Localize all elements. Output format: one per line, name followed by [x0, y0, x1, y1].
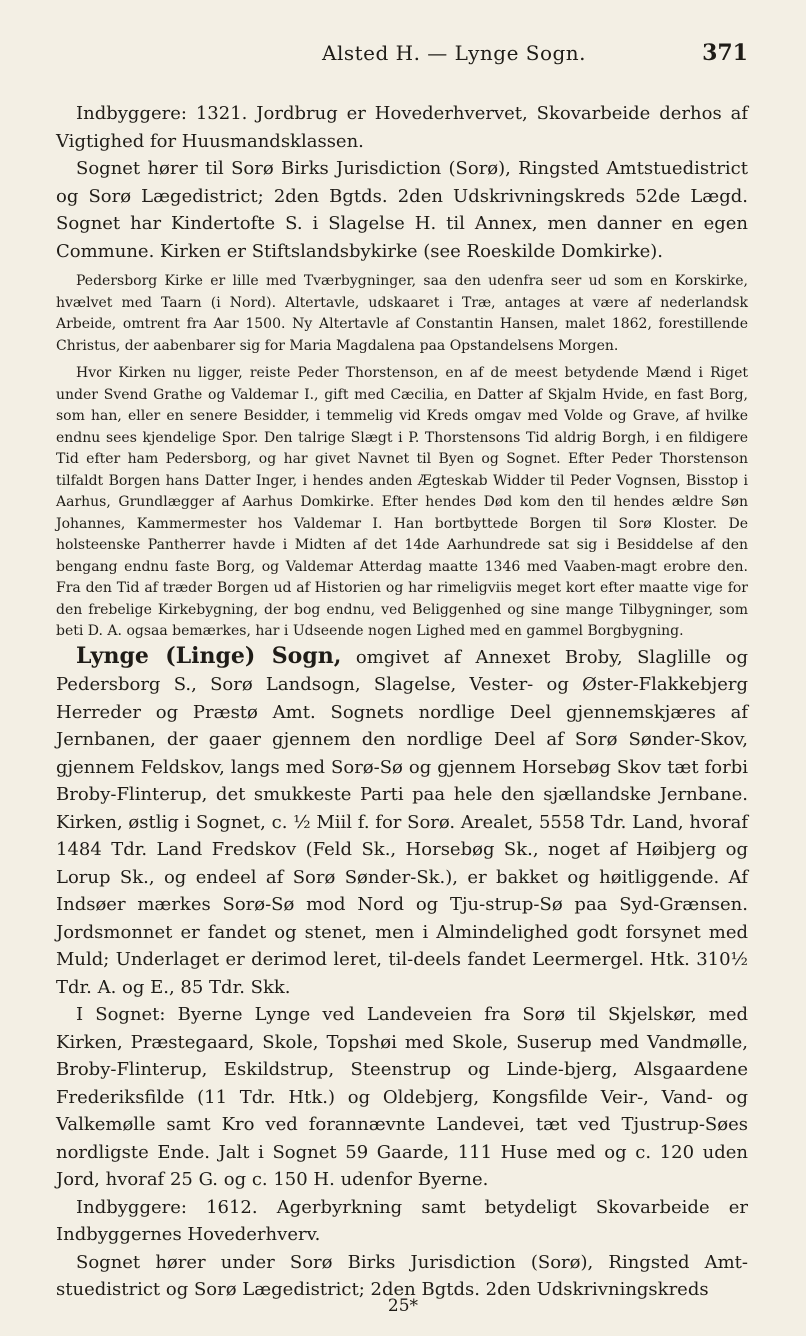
page-header — [56, 40, 748, 70]
signature-mark: 25* — [387, 1296, 419, 1316]
paragraph-population-2: Indbyggere: 1612. Agerbyrkning samt betydeligt Skovarbeide er Indbyggernes Hovederhverv. — [56, 1196, 748, 1245]
paragraph-jurisdiction: Sognet hører til Sorø Birks Jurisdiction (Sorø), Ringsted Amtstuedistrict og Sorø Lægedistrict; 2den Bgtds. 2den Udskrivningskreds 52de Lægd. Sognet har Kindertofte S. i Slagelse H. til Annex, men danner en egen Commune. Kirken er Stiftslandsbykirke (see Roeskilde Domkirke). — [56, 158, 748, 262]
paragraph-villages: I Sognet: Byerne Lynge ved Landeveien fra Sorø til Skjelskør, med Kirken, Præstegaard, Skole, Topshøi med Skole, Suserup med Vandmølle, Broby-Flinterup, Eskildstrup, Steenstrup og Linde-bjerg, Alsgaardene Frederiksfilde (11 Tdr. Htk.) og Oldebjerg, Kongsfilde Veir-, Vand- og Valkemølle samt Kro ved forannævnte Landevei, tæt ved Tjustrup-Søes nordligste Ende. Jalt i Sognet 59 Gaarde, 111 Huse med og c. 120 uden Jord, hvoraf 25 G. og c. 150 H. udenfor Byerne. — [56, 1004, 748, 1190]
paragraph-church-note: Pedersborg Kirke er lille med Tværbygninger, saa den udenfra seer ud som en Korskirke, hvælvet med Taarn (i Nord). Altertavle, udskaaret i Træ, antages at være af nederlandsk Arbeide, omtrent fra Aar 1500. Ny Altertavle af Constantin Hansen, malet 1862, forestillende Christus, der aabenbarer sig for Maria Magdalena paa Opstandelsens Morgen. — [56, 273, 748, 354]
paragraph-jurisdiction-2: Sognet hører under Sorø Birks Jurisdiction (Sorø), Ringsted Amt-stuedistrict og Sorø Lægedistrict; 2den Bgtds. 2den Udskrivningskreds — [56, 1251, 748, 1300]
paragraph-lynge-sogn — [56, 643, 748, 1002]
section-heading: Lynge (Linge) Sogn, — [76, 642, 342, 669]
paragraph-history-note: Hvor Kirken nu ligger, reiste Peder Thorstenson, en af de meest betydende Mænd i Riget under Svend Grathe og Valdemar I., gift med Cæcilia, en Datter af Skjalm Hvide, en fast Borg, som han, eller en senere Besidder, i temmelig vid Kreds omgav med Volde og Grave, af hvilke endnu sees kjendelige Spor. Den talrige Slægt i P. Thorstensons Tid aldrig Borgh, i en fildigere Tid efter ham Pedersborg, og har givet Navnet til Byen og Sognet. Efter Peder Thorstenson tilfaldt Borgen hans Datter Inger, i hendes anden Ægteskab Widder til Peder Vognsen, Bisstop i Aarhus, Grundlægger af Aarhus Domkirke. Efter hendes Død kom den til hendes ældre Søn Johannes, Kammermester hos Valdemar I. Han bortbyttede Borgen til Sorø Kloster. De holsteenske Pantherrer havde i Midten af det 14de Aarhundrede sat sig i Besiddelse af den bengang endnu faste Borg, og Valdemar Atterdag maatte 1346 med Vaaben-magt erobre den. Fra den Tid af træder Borgen ud af Historien og har rimeligviis meget kort efter maatte vige for den frebelige Kirkebygning, der bog endnu, ved Beliggenhed og sine mange Tilbygninger, som beti D. A. ogsaa bemærkes, har i Udseende nogen Lighed med en gammel Borgbygning. — [56, 365, 748, 639]
paragraph-population: Indbyggere: 1321. Jordbrug er Hovederhvervet, Skovarbeide derhos af Vigtighed for Huusmandsklassen. — [56, 103, 748, 152]
page-body — [56, 100, 748, 1300]
section-text: omgivet af Annexet Broby, Slaglille og Pedersborg S., Sorø Landsogn, Slagelse, Vester- og Øster-Flakkebjerg Herreder og Præstø Amt. Sognets nordlige Deel gjennemskjæres af Jernbanen, der gaaer gjennem den nordlige Deel af Sorø Sønder-Skov, gjennem Feldskov, langs med Sorø-Sø og gjennem Horsebøg Skov tæt forbi Broby-Flinterup, det smukkeste Parti paa hele den sjællandske Jernbane. Kirken, østlig i Sognet, c. ½ Miil f. for Sorø. Arealet, 5558 Tdr. Land, hvoraf 1484 Tdr. Land Fredskov (Feld Sk., Horsebøg Sk., noget af Høibjerg og Lorup Sk., og endeel af Sorø Sønder-Sk.), er bakket og høitliggende. Af Indsøer mærkes Sorø-Sø mod Nord og Tju-strup-Sø paa Syd-Grænsen. Jordsmonnet er fandet og stenet, men i Almindelighed godt forsynet med Muld; Underlaget er derimod leret, til-deels fandet Leermergel. Htk. 310½ Tdr. A. og E., 85 Tdr. Skk. — [56, 646, 748, 998]
running-title: Alsted H. — Lynge Sogn. — [322, 41, 587, 65]
page-number: 371 — [702, 40, 748, 66]
